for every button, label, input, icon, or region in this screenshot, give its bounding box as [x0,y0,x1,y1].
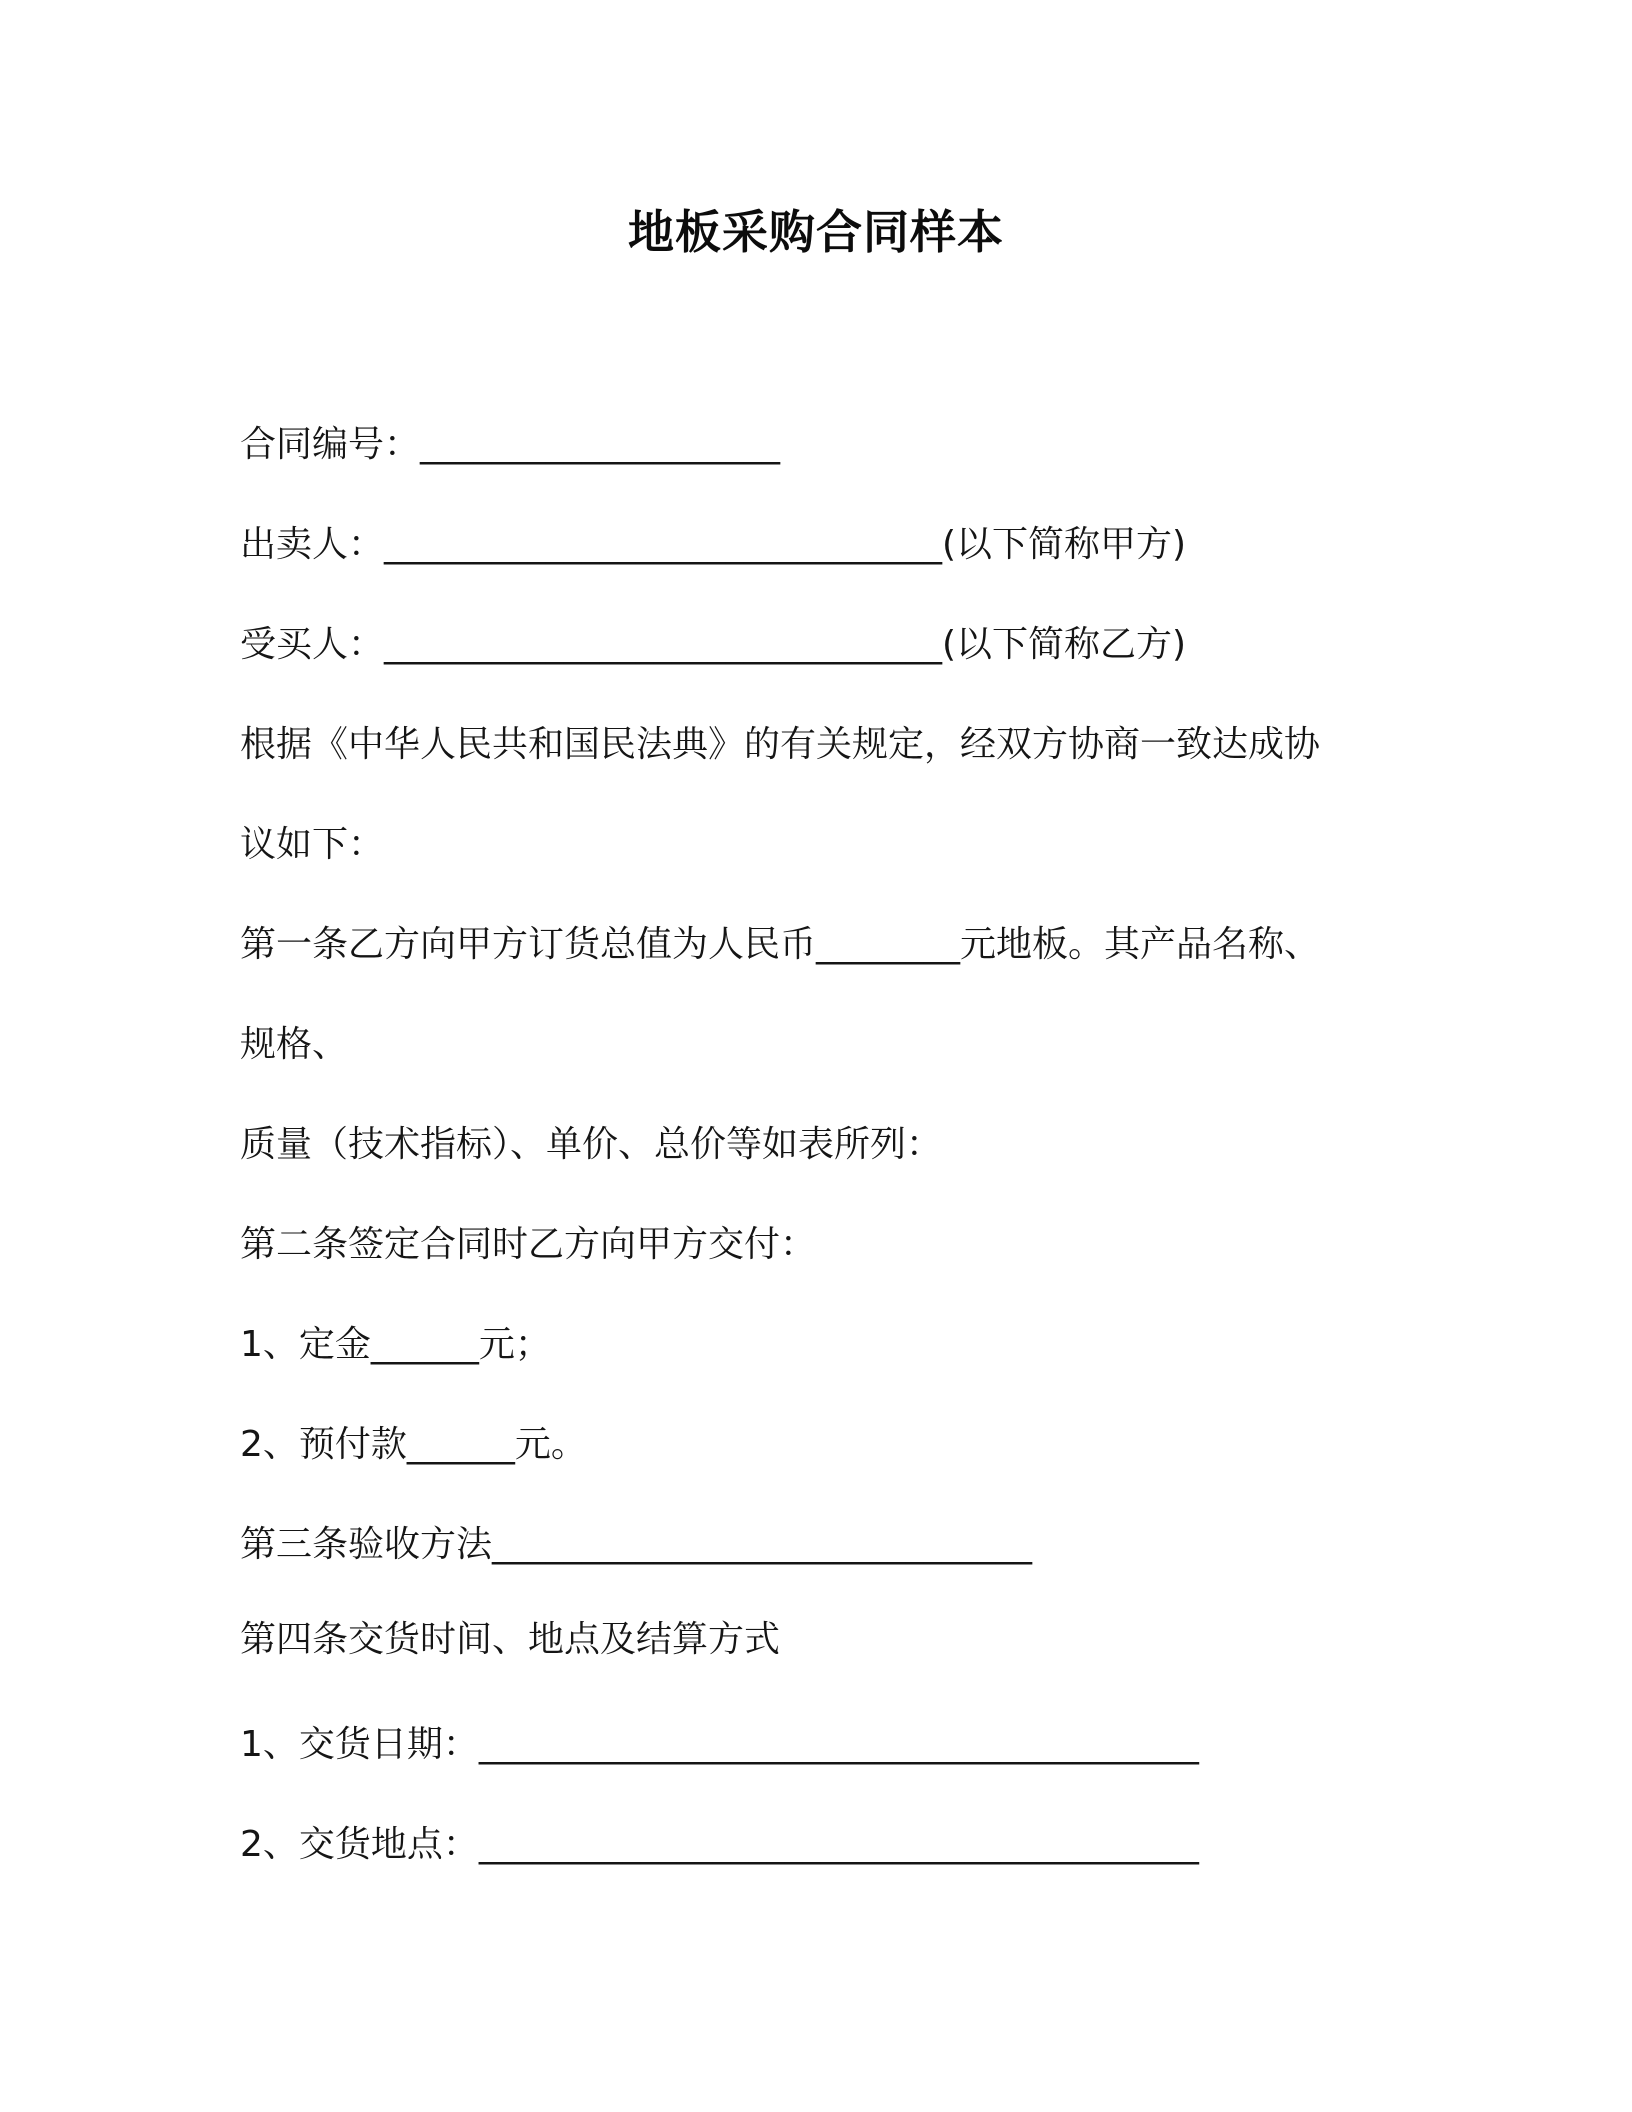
buyer-line: 受买人：_______________________________(以下简称乙方) [240,624,1187,665]
article-4-heading: 第四条交货时间、地点及结算方式 [240,1619,781,1660]
prepayment-line: 2、预付款______元。 [240,1424,587,1465]
article-3-line: 第三条验收方法______________________________ [240,1524,1033,1565]
document-title: 地板采购合同样本 [628,205,1004,259]
article-1-line-1: 第一条乙方向甲方订货总值为人民币________元地板。其产品名称、 [240,924,1321,965]
article-1-line-3: 质量（技术指标）、单价、总价等如表所列： [240,1124,943,1165]
preamble-line-1: 根据《中华人民共和国民法典》的有关规定，经双方协商一致达成协 [240,724,1321,765]
delivery-place-line: 2、交货地点：________________________________________ [240,1824,1199,1865]
contract-number-line: 合同编号：____________________ [240,424,781,465]
seller-line: 出卖人：_______________________________(以下简称甲方) [240,524,1187,565]
delivery-date-line: 1、交货日期：________________________________________ [240,1724,1199,1765]
article-2-heading: 第二条签定合同时乙方向甲方交付： [240,1224,817,1265]
article-1-line-2: 规格、 [240,1024,349,1065]
deposit-line: 1、定金______元； [240,1324,551,1365]
preamble-line-2: 议如下： [240,824,385,865]
